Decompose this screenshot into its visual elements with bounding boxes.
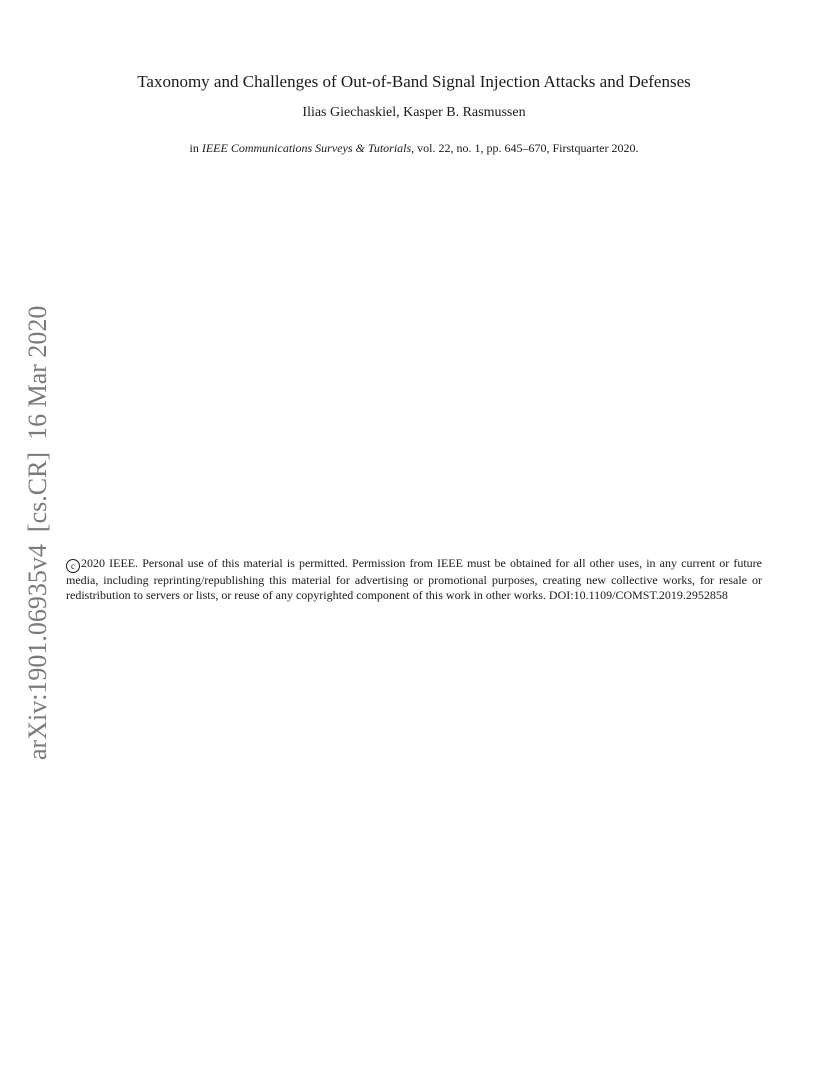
copyright-text: 2020 IEEE. Personal use of this material is permitted. Permission from IEEE must be obtained for all other uses, in any current or future media, including reprinting/republishing this material for advertising or promotional purposes, creating new collective works, for resale or redistribution to servers or lists, or reuse of any copyrighted component of this work in other works. DOI:10.1109/COMST.2019.2952858 [66,556,762,602]
citation-journal: IEEE Communications Surveys & Tutorials [201,141,412,155]
arxiv-stamp [22,290,54,760]
copyright-icon: c [66,559,80,573]
arxiv-date: 16 Mar 2020 [23,305,52,440]
citation-line [0,140,828,156]
paper-title: Taxonomy and Challenges of Out-of-Band Signal Injection Attacks and Defenses [137,72,691,91]
arxiv-id: arXiv:1901.06935v4 [23,544,52,760]
citation-prefix: in [189,141,202,155]
citation-details: , vol. 22, no. 1, pp. 645–670, Firstquarter 2020. [411,141,639,155]
paper-authors: Ilias Giechaskiel, Kasper B. Rasmussen [302,105,526,120]
copyright-notice [66,556,762,603]
arxiv-category: [cs.CR] [23,451,52,533]
